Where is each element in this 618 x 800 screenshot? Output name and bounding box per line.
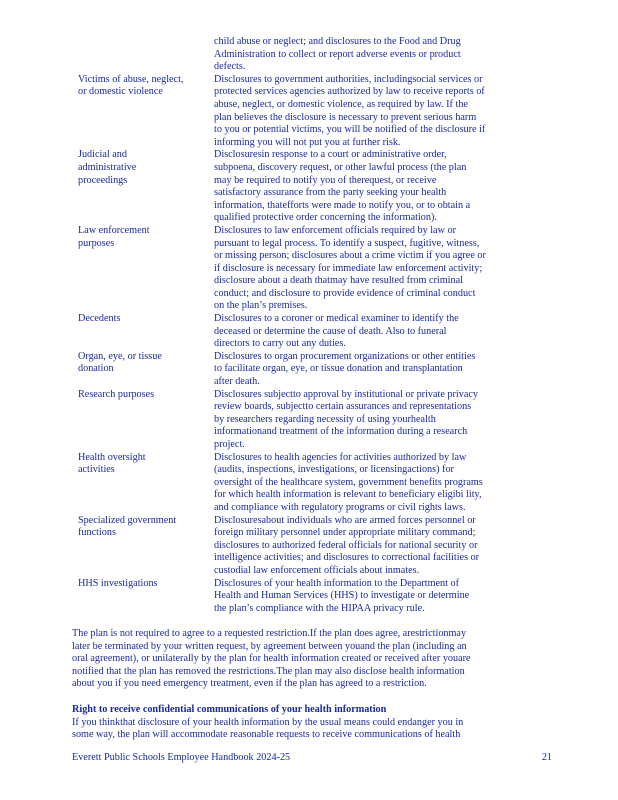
paragraph-line: The plan is not required to agree to a requested restriction.If the plan does agree, arestrictionmay xyxy=(72,628,467,639)
row-description-line: Disclosures to organ procurement organizations or other entities xyxy=(214,350,476,362)
row-description-line: directors to carry out any duties. xyxy=(214,338,346,350)
row-label-line: HHS investigations xyxy=(78,577,158,589)
row-description-line: qualified protective order concerning the information). xyxy=(214,212,437,224)
row-description-line: on the plan’s premises. xyxy=(214,300,308,312)
disclosure-row xyxy=(78,578,548,616)
row-description-line: review boards, subjectto certain assurances and representations xyxy=(214,401,472,413)
row-description-line: intelligence activities; and disclosures to correctional facilities or xyxy=(214,552,480,564)
row-description-line: the plan’s compliance with the HIPAA privacy rule. xyxy=(214,602,425,614)
row-label xyxy=(78,452,214,515)
disclosure-row xyxy=(78,225,548,313)
row-description-line: and compliance with regulatory programs or civil rights laws. xyxy=(214,501,466,513)
row-label-line: proceedings xyxy=(78,174,128,186)
disclosure-row xyxy=(78,313,548,351)
row-label-line: purposes xyxy=(78,237,115,249)
row-description-line: custodial law enforcement officials about inmates. xyxy=(214,564,420,576)
row-label-line: Specialized government xyxy=(78,514,177,526)
row-description-line: if disclosure is necessary for immediate law enforcement activity; xyxy=(214,262,483,274)
row-description-line: plan believes the disclosure is necessary to prevent serious harm xyxy=(214,111,477,123)
disclosure-row xyxy=(78,36,548,74)
row-label xyxy=(78,389,214,452)
row-description xyxy=(214,74,548,150)
row-description-line: deceased or determine the cause of death. Also to funeral xyxy=(214,325,447,337)
row-description xyxy=(214,313,548,351)
row-description-line: Disclosures to government authorities, includingsocial services or xyxy=(214,73,483,85)
row-description-line: abuse, neglect, or domestic violence, as required by law. If the xyxy=(214,98,468,110)
row-description-line: disclosure about a death thatmay have resulted from criminal xyxy=(214,275,463,287)
row-description-line: informationand treatment of the information during a research xyxy=(214,426,468,438)
row-label xyxy=(78,515,214,578)
row-label-line: Health oversight xyxy=(78,451,146,463)
row-label-line: donation xyxy=(78,363,114,375)
row-description-line: Disclosuresabout individuals who are armed forces personnel or xyxy=(214,514,476,526)
paragraph-line: If you thinkthat disclosure of your health information by the usual means could endanger you in xyxy=(72,716,464,728)
row-label-line: activities xyxy=(78,464,115,476)
row-description-line: Disclosures subjectto approval by institutional or private privacy xyxy=(214,388,478,400)
row-description-line: conduct; and disclosure to provide evidence of criminal conduct xyxy=(214,287,476,299)
row-description-line: Disclosures to a coroner or medical examiner to identify the xyxy=(214,313,459,325)
disclosure-row xyxy=(78,351,548,389)
row-description-line: Disclosures to law enforcement officials required by law or xyxy=(214,224,456,236)
row-description-line: pursuant to legal process. To identify a suspect, fugitive, witness, xyxy=(214,237,480,249)
paragraph-line: oral agreement), or unilaterally by the plan for health information created or received after youare xyxy=(72,653,471,665)
row-description xyxy=(214,389,548,452)
footer-title: Everett Public Schools Employee Handbook 2024-25 xyxy=(72,752,291,763)
row-label-line: Decedents xyxy=(78,313,121,325)
row-label-line: functions xyxy=(78,527,116,539)
section-heading: Right to receive confidential communications of your health information xyxy=(72,704,387,715)
row-description-line: satisfactory assurance from the party seeking your health xyxy=(214,187,447,199)
row-description-line: project. xyxy=(214,439,245,450)
row-description-line: informing you will not put you at further risk. xyxy=(214,136,401,148)
disclosure-row xyxy=(78,149,548,225)
page-number: 21 xyxy=(541,752,552,763)
row-label-line: administrative xyxy=(78,161,137,173)
row-description-line: or missing person; disclosures about a crime victim if you agree or xyxy=(214,250,486,262)
row-description-line: Disclosuresin response to a court or administrative order, xyxy=(214,149,447,161)
row-description xyxy=(214,351,548,389)
row-label-line: Victims of abuse, neglect, xyxy=(78,73,184,85)
row-label-line: or domestic violence xyxy=(78,86,163,98)
disclosure-row xyxy=(78,389,548,452)
row-description-line: subpoena, discovery request, or other lawful process (the plan xyxy=(214,161,467,173)
row-label-line: Organ, eye, or tissue xyxy=(78,350,162,362)
row-description-line: Health and Human Services (HHS) to investigate or determine xyxy=(214,590,470,602)
paragraph-line: notified that the plan has removed the restrictions.The plan may also disclose health information xyxy=(72,665,465,677)
row-description-line: Disclosures of your health information to the Department of xyxy=(214,577,460,589)
row-label xyxy=(78,578,214,616)
row-description-line: after death. xyxy=(214,376,260,388)
row-description xyxy=(214,36,548,74)
row-description-line: for which health information is relevant to beneficiary eligibi lity, xyxy=(214,489,482,501)
row-label-line: Judicial and xyxy=(78,149,127,161)
row-description xyxy=(214,149,548,225)
row-description-line: oversight of the healthcare system, government benefits programs xyxy=(214,476,483,488)
confidential-communications-section xyxy=(72,704,552,742)
confidential-communications-paragraph xyxy=(72,717,552,742)
row-description-line: child abuse or neglect; and disclosures to the Food and Drug xyxy=(214,36,461,47)
row-label xyxy=(78,351,214,389)
row-label-line: Research purposes xyxy=(78,388,155,400)
row-description-line: by researchers regarding necessity of using yourhealth xyxy=(214,413,436,425)
row-description xyxy=(214,452,548,515)
row-description-line: to you or potential victims, you will be notified of the disclosure if xyxy=(214,124,486,136)
row-description-line: may be required to notify you of therequest, or receive xyxy=(214,174,437,186)
row-description-line: disclosures to authorized federal officials for national security or xyxy=(214,539,478,551)
row-description-line: Administration to collect or report adverse events or product xyxy=(214,48,461,60)
row-description-line: foreign military personnel under appropriate military command; xyxy=(214,527,476,539)
paragraph-line: about you if you need emergency treatment, even if the plan has agreed to a restriction. xyxy=(72,678,427,690)
row-description xyxy=(214,225,548,313)
row-description xyxy=(214,515,548,578)
row-description-line: to facilitate organ, eye, or tissue donation and transplantation xyxy=(214,363,463,375)
row-description-line: protected services agencies authorized by law to receive reports of xyxy=(214,86,485,98)
row-description xyxy=(214,578,548,616)
row-description-line: information, thatefforts were made to notify you, or to obtain a xyxy=(214,199,471,211)
disclosure-row xyxy=(78,452,548,515)
row-label xyxy=(78,36,214,74)
row-description-line: (audits, inspections, investigations, or licensingactions) for xyxy=(214,464,454,476)
row-label xyxy=(78,225,214,313)
disclosure-table xyxy=(78,36,548,615)
disclosure-row xyxy=(78,74,548,150)
row-description-line: Disclosures to health agencies for activities authorized by law xyxy=(214,451,467,463)
disclosure-row xyxy=(78,515,548,578)
row-label xyxy=(78,313,214,351)
row-label xyxy=(78,74,214,150)
row-label xyxy=(78,149,214,225)
paragraph-line: some way, the plan will accommodate reasonable requests to receive communications of health xyxy=(72,729,461,741)
row-description-line: defects. xyxy=(214,61,246,73)
restriction-paragraph xyxy=(72,628,552,691)
paragraph-line: later be terminated by your written request, by agreement between youand the plan (including an xyxy=(72,640,467,652)
page-footer xyxy=(72,752,552,765)
row-label-line: Law enforcement xyxy=(78,224,150,236)
